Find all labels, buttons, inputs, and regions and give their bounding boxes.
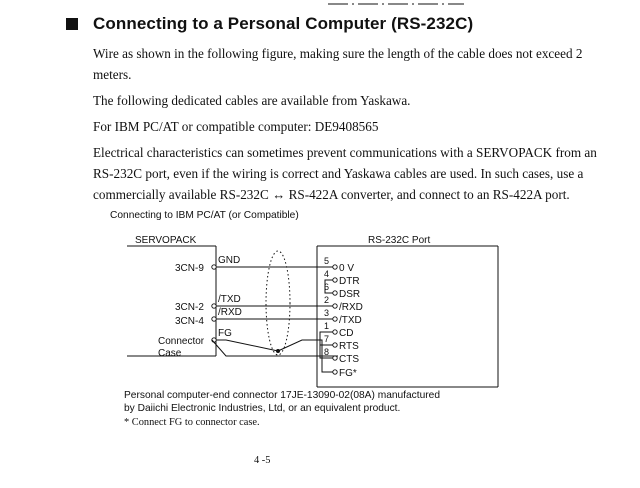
pin-number: 1 xyxy=(324,321,330,331)
signal-fg-right: FG* xyxy=(339,368,357,379)
signal-cd: CD xyxy=(339,328,354,339)
connector-3cn9: 3CN-9 xyxy=(175,263,204,274)
signal-txd-left: /TXD xyxy=(218,294,241,305)
signal-gnd: GND xyxy=(218,255,241,266)
pin-number: 3 xyxy=(324,308,330,318)
signal-0v: 0 V xyxy=(339,263,355,274)
connector-3cn2: 3CN-2 xyxy=(175,302,204,313)
footnote-line2: by Daiichi Electronic Industries, Ltd, or an equivalent product. xyxy=(124,403,401,414)
signal-rxd-right: /RXD xyxy=(339,302,363,313)
pin-number: 7 xyxy=(324,334,330,344)
figure-caption: Connecting to IBM PC/AT (or Compatible) xyxy=(110,210,299,221)
footnote-line1: Personal computer-end connector 17JE-13090-02(08A) manufactured xyxy=(124,390,440,401)
pin-number: 6 xyxy=(324,282,330,292)
signal-fg-left: FG xyxy=(218,328,232,339)
heading-text: Connecting to a Personal Computer (RS-232C) xyxy=(93,14,474,33)
signal-dsr: DSR xyxy=(339,289,361,300)
wire-lines xyxy=(212,267,338,372)
pin-number: 8 xyxy=(324,347,330,357)
pin-number: 4 xyxy=(324,269,330,279)
connector-3cn4: 3CN-4 xyxy=(175,316,204,327)
rs232c-port-label: RS-232C Port xyxy=(368,235,431,246)
page-number: 4 -5 xyxy=(254,455,271,466)
signal-txd-right: /TXD xyxy=(339,315,362,326)
paragraph-cable-length: Wire as shown in the following figure, making sure the length of the cable does not exceed 2 meters. xyxy=(93,46,583,82)
signal-rxd-left: /RXD xyxy=(218,307,242,318)
signal-cts: CTS xyxy=(339,354,359,365)
fg-star-note: * Connect FG to connector case. xyxy=(124,417,260,428)
paragraph-dedicated-cables: The following dedicated cables are available from Yaskawa. xyxy=(93,93,411,108)
servopack-label: SERVOPACK xyxy=(135,235,197,246)
signal-dtr: DTR xyxy=(339,276,360,287)
paragraph-electrical-note: Electrical characteristics can sometimes prevent communications with a SERVOPACK from an RS-232C port, even if the wiring is correct and Yaskawa cables are used. In such cases, use a commercially available RS-232C ↔ RS-422A converter, and connect to an RS-422A port. xyxy=(93,145,597,202)
pin-number: 5 xyxy=(324,256,330,266)
connector-case-line2: Case xyxy=(158,348,182,359)
connector-case-line1: Connector xyxy=(158,336,205,347)
signal-rts: RTS xyxy=(339,341,359,352)
footnote xyxy=(124,389,440,415)
paragraph-ibm-cable: For IBM PC/AT or compatible computer: DE9408565 xyxy=(93,119,379,134)
pin-number: 2 xyxy=(324,295,330,305)
